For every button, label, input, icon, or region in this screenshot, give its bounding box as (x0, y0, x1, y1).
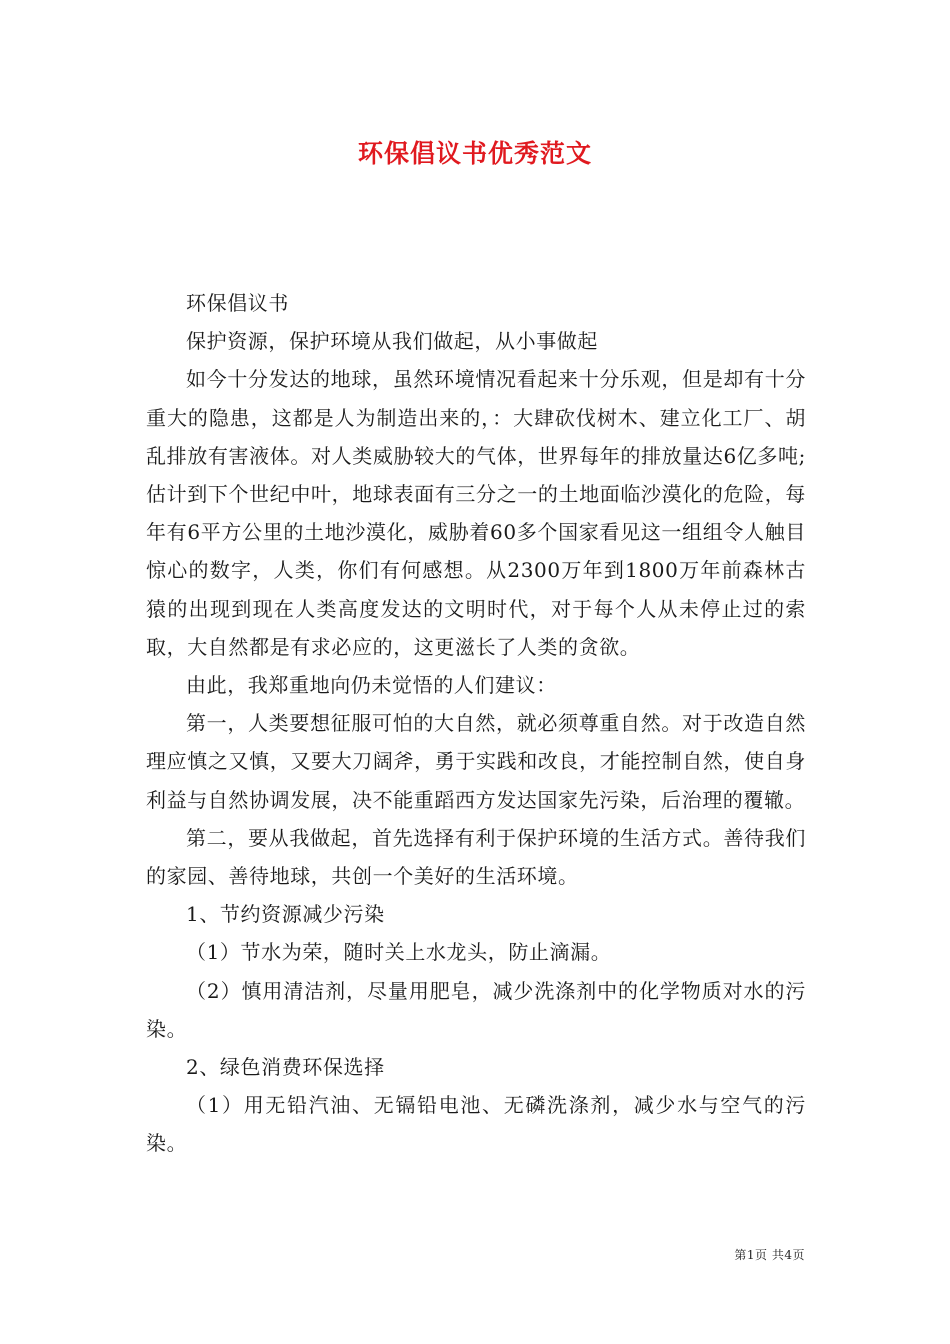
paragraph-heading: 环保倡议书 (186, 291, 289, 315)
list-item-2-1: （1）用无铅汽油、无镉铅电池、无磷洗涤剂，减少水与空气的污染。 (146, 1093, 806, 1156)
page-number (734, 1246, 805, 1263)
list-heading-1: 1、节约资源减少污染 (186, 902, 385, 927)
paragraph-proposal: 由此，我郑重地向仍未觉悟的人们建议： (186, 673, 557, 698)
paragraph-intro: 如今十分发达的地球，虽然环境情况看起来十分乐观，但是却有十分重大的隐患，这都是人为制造出来的，：大肆砍伐树木、建立化工厂、胡乱排放有害液体。对人类威胁较大的气体，世界每年的排放量达6亿多吨;估计到下个世纪中叶，地球表面有三分之一的土地面临沙漠化的危险，每年有6平方公里的土地沙漠化，威胁着60多个国家看见这一组组令人触目惊心的数字，人类，你们有何感想。从2300万年到1800万年前森林古猿的出现到现在人类高度发达的文明时代，对于每个人从未停止过的索取，大自然都是有求必应的，这更滋长了人类的贪欲。 (146, 367, 806, 659)
list-heading-2: 2、绿色消费环保选择 (186, 1055, 385, 1080)
paragraph-slogan: 保护资源，保护环境从我们做起，从小事做起 (186, 329, 598, 354)
paragraph-first: 第一，人类要想征服可怕的大自然，就必须尊重自然。对于改造自然理应慎之又慎，又要大刀阔斧，勇于实践和改良，才能控制自然，使自身利益与自然协调发展，决不能重蹈西方发达国家先污染，后治理的覆辙。 (146, 711, 806, 812)
page-suffix: 页 (792, 1248, 805, 1262)
page-title: 环保倡议书优秀范文 (357, 139, 592, 168)
list-item-1-2: （2）慎用清洁剂，尽量用肥皂，减少洗涤剂中的化学物质对水的污染。 (146, 978, 806, 1041)
paragraph-second: 第二，要从我做起，首先选择有利于保护环境的生活方式。善待我们的家园、善待地球，共创一个美好的生活环境。 (146, 825, 806, 889)
list-item-1-1: （1）节水为荣，随时关上水龙头，防止滴漏。 (186, 940, 612, 965)
page-mid: 页 共 (755, 1248, 785, 1262)
page-total: 4 (784, 1248, 793, 1262)
page-label: 第 (734, 1248, 747, 1262)
page-current: 1 (746, 1248, 756, 1262)
document-body (146, 284, 806, 1163)
